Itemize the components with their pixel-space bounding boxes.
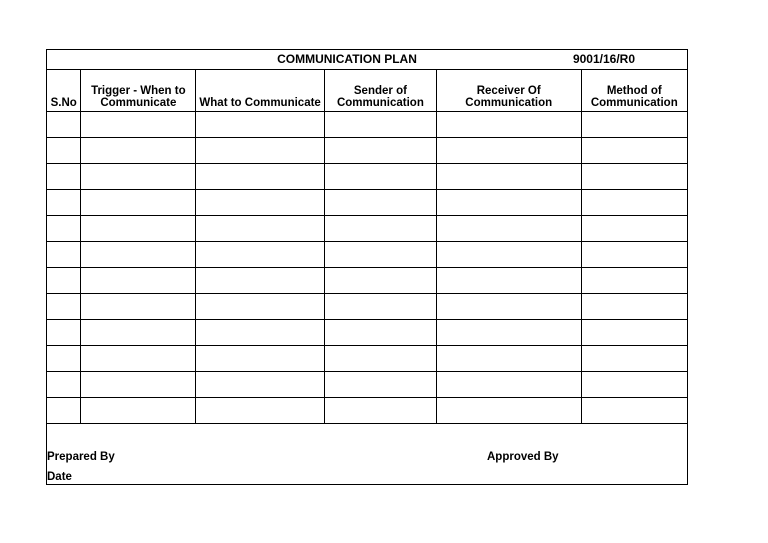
table-cell: [436, 294, 581, 320]
table-cell: [47, 372, 81, 398]
table-cell: [196, 164, 325, 190]
prepared-by-label: Prepared By: [47, 451, 115, 463]
table-cell: [436, 164, 581, 190]
table-cell: [196, 320, 325, 346]
header-what: What to Communicate: [196, 70, 325, 112]
table-cell: [47, 320, 81, 346]
table-cell: [196, 138, 325, 164]
form-title: COMMUNICATION PLAN: [277, 52, 417, 66]
table-cell: [47, 164, 81, 190]
table-cell: [436, 190, 581, 216]
table-cell: [196, 268, 325, 294]
table-cell: [324, 372, 436, 398]
table-cell: [196, 346, 325, 372]
table-cell: [196, 190, 325, 216]
table-cell: [581, 112, 687, 138]
table-cell: [436, 372, 581, 398]
table-row: [47, 398, 687, 424]
communication-plan-form: [46, 49, 688, 485]
table-cell: [324, 294, 436, 320]
table-cell: [436, 242, 581, 268]
table-cell: [47, 216, 81, 242]
table-cell: [324, 216, 436, 242]
table-cell: [81, 138, 196, 164]
table-cell: [196, 112, 325, 138]
table-cell: [324, 398, 436, 424]
table-cell: [324, 242, 436, 268]
form-title-row: [47, 50, 687, 70]
table-cell: [196, 398, 325, 424]
header-receiver: Receiver Of Communication: [436, 70, 581, 112]
table-cell: [436, 346, 581, 372]
table-cell: [47, 346, 81, 372]
table-cell: [47, 242, 81, 268]
table-cell: [47, 294, 81, 320]
table-cell: [324, 164, 436, 190]
table-cell: [81, 164, 196, 190]
table-cell: [581, 372, 687, 398]
table-cell: [47, 138, 81, 164]
table-cell: [81, 268, 196, 294]
table-cell: [81, 112, 196, 138]
table-cell: [81, 346, 196, 372]
header-sno: S.No: [47, 70, 81, 112]
table-row: [47, 242, 687, 268]
table-cell: [581, 320, 687, 346]
table-row: [47, 138, 687, 164]
header-sender: Sender of Communication: [324, 70, 436, 112]
table-cell: [81, 190, 196, 216]
table-cell: [324, 268, 436, 294]
date-label: Date: [47, 471, 72, 483]
table-cell: [581, 294, 687, 320]
table-cell: [324, 112, 436, 138]
table-body: [47, 112, 687, 424]
table-cell: [436, 216, 581, 242]
header-method: Method of Communication: [581, 70, 687, 112]
approved-by-label: Approved By: [487, 451, 559, 463]
table-row: [47, 164, 687, 190]
table-cell: [581, 268, 687, 294]
table-cell: [581, 216, 687, 242]
table-row: [47, 294, 687, 320]
document-code: 9001/16/R0: [572, 52, 635, 66]
table-cell: [581, 398, 687, 424]
table-row: [47, 268, 687, 294]
table-row: [47, 320, 687, 346]
signature-footer: [47, 448, 687, 485]
table-cell: [324, 320, 436, 346]
table-row: [47, 112, 687, 138]
table-cell: [581, 138, 687, 164]
table-cell: [81, 398, 196, 424]
table-cell: [324, 346, 436, 372]
table-cell: [436, 320, 581, 346]
table-cell: [324, 138, 436, 164]
table-cell: [47, 398, 81, 424]
table-cell: [81, 320, 196, 346]
table-row: [47, 346, 687, 372]
header-trigger: Trigger - When to Communicate: [81, 70, 196, 112]
table-cell: [196, 216, 325, 242]
table-cell: [581, 164, 687, 190]
table-cell: [81, 216, 196, 242]
table-cell: [436, 112, 581, 138]
table-cell: [436, 398, 581, 424]
table-cell: [47, 112, 81, 138]
table-cell: [81, 372, 196, 398]
table-row: [47, 190, 687, 216]
table-cell: [196, 242, 325, 268]
table-cell: [196, 294, 325, 320]
communication-table: [47, 69, 687, 424]
header-row: [47, 70, 687, 112]
table-cell: [47, 190, 81, 216]
table-cell: [581, 346, 687, 372]
table-cell: [581, 242, 687, 268]
table-cell: [196, 372, 325, 398]
table-cell: [324, 190, 436, 216]
table-cell: [436, 138, 581, 164]
table-cell: [47, 268, 81, 294]
table-cell: [81, 294, 196, 320]
table-row: [47, 216, 687, 242]
table-cell: [436, 268, 581, 294]
table-cell: [81, 242, 196, 268]
table-row: [47, 372, 687, 398]
table-cell: [581, 190, 687, 216]
